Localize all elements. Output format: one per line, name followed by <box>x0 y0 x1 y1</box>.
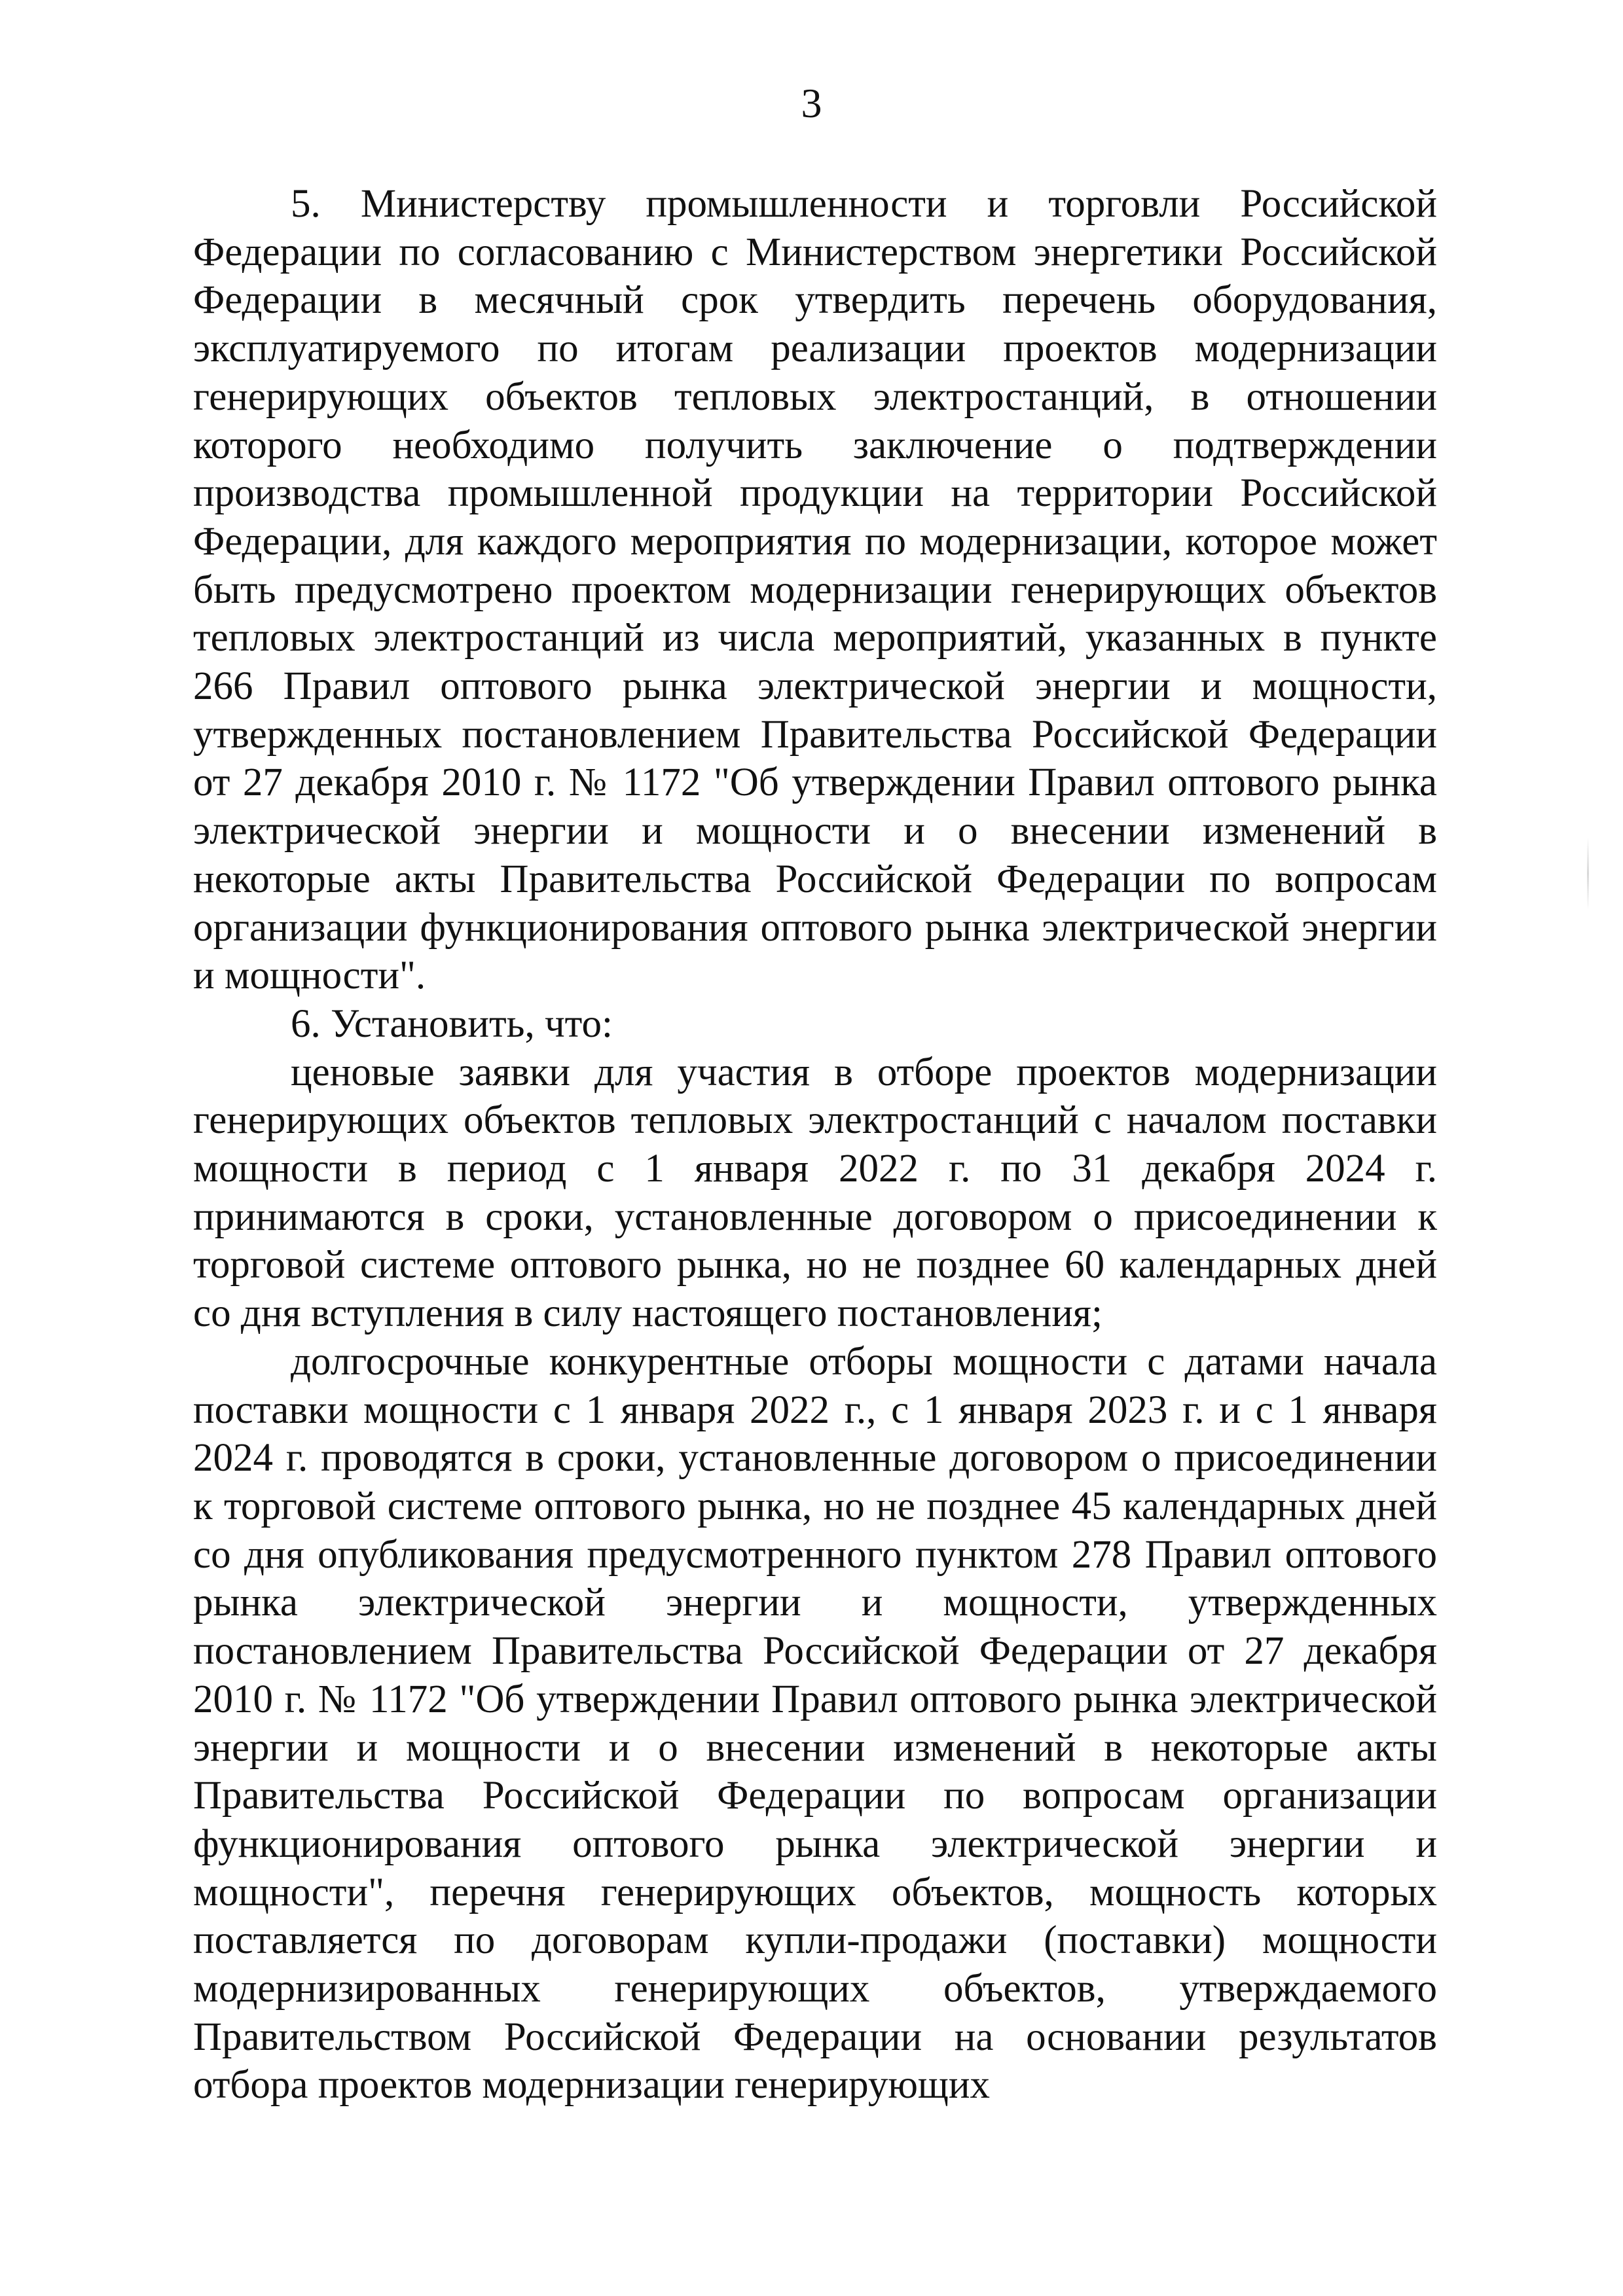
document-body <box>193 180 1437 2109</box>
scan-artifact <box>1587 838 1589 910</box>
paragraph-price-bids: ценовые заявки для участия в отборе проектов модернизации генерирующих объектов тепловых электростанций с началом поставки мощности в период с 1 января 2022 г. по 31 декабря 2024 г. принимаются в сроки, установленные договором о присоединении к торговой системе оптового рынка, но не позднее 60 календарных дней со дня вступления в силу настоящего постановления; <box>193 1050 1437 1336</box>
paragraph-item-6-heading: 6. Установить, что: <box>291 1001 613 1046</box>
page-number: 3 <box>801 80 822 126</box>
paragraph-item-5: 5. Министерству промышленности и торговли Российской Федерации по согласованию с Министерством энергетики Российской Федерации в месячный срок утвердить перечень оборудования, эксплуатируемого по итогам реализации проектов модернизации генерирующих объектов тепловых электростанций, в отношении которого необходимо получить заключение о подтверждении производства промышленной продукции на территории Российской Федерации, для каждого мероприятия по модернизации, которое может быть предусмотрено проектом модернизации генерирующих объектов тепловых электростанций из числа мероприятий, указанных в пункте 266 Правил оптового рынка электрической энергии и мощности, утвержденных постановлением Правительства Российской Федерации от 27 декабря 2010 г. № 1172 "Об утверждении Правил оптового рынка электрической энергии и мощности и о внесении изменений в некоторые акты Правительства Российской Федерации по вопросам организации функционирования оптового рынка электрической энергии и мощности". <box>193 182 1437 998</box>
paragraph-capacity-selection: долгосрочные конкурентные отборы мощности с датами начала поставки мощности с 1 января 2022 г., с 1 января 2023 г. и с 1 января 2024 г. проводятся в сроки, установленные договором о присоединении к торговой системе оптового рынка, но не позднее 45 календарных дней со дня опубликования предусмотренного пунктом 278 Правил оптового рынка электрической энергии и мощности, утвержденных постановлением Правительства Российской Федерации от 27 декабря 2010 г. № 1172 "Об утверждении Правил оптового рынка электрической энергии и мощности и о внесении изменений в некоторые акты Правительства Российской Федерации по вопросам организации функционирования оптового рынка электрической энергии и мощности", перечня генерирующих объектов, мощность которых поставляется по договорам купли-продажи (поставки) мощности модернизированных генерирующих объектов, утверждаемого Правительством Российской Федерации на основании результатов отбора проектов модернизации генерирующих <box>193 1339 1437 2108</box>
